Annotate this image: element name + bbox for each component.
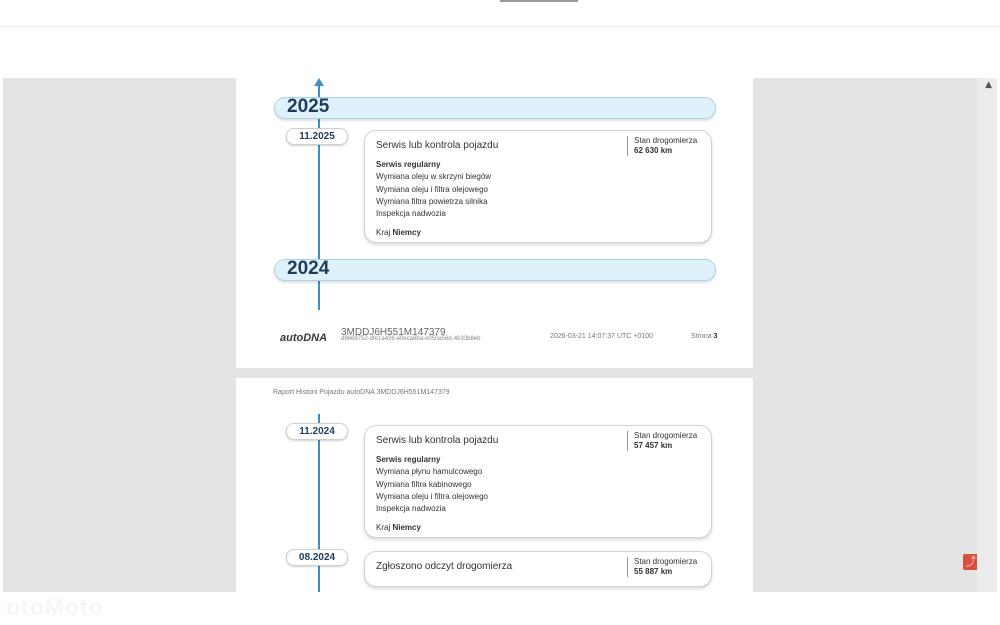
event-title: Serwis lub kontrola pojazdu	[376, 435, 499, 446]
service-item: Serwis regularny	[376, 455, 441, 464]
odometer-label: Stan drogomierza	[634, 136, 698, 145]
active-tab-indicator	[500, 0, 578, 2]
footer-timestamp: 2026-03-21 14:07:37 UTC +0100	[550, 333, 653, 340]
service-item: Wymiana oleju w skrzyni biegów	[376, 172, 492, 182]
autodna-logo: autoDNA	[280, 332, 328, 344]
odometer-label: Stan drogomierza	[634, 557, 698, 566]
event-card	[364, 425, 712, 538]
pdf-viewer[interactable]	[3, 78, 997, 592]
date-pill: 08.2024	[286, 549, 348, 566]
footer-vin: 3MDDJ6H551M147379	[341, 327, 446, 338]
odometer-reading	[627, 557, 697, 577]
year-bar-2025	[274, 97, 716, 119]
service-item: Wymiana filtra kabinowego	[376, 479, 472, 489]
service-item: Wymiana oleju i filtra olejowego	[376, 491, 488, 501]
odometer-reading	[627, 136, 697, 156]
odometer-value: 62 630 km	[634, 146, 673, 155]
service-item: Inspekcja nadwozia	[376, 209, 446, 219]
odometer-value: 57 457 km	[634, 441, 673, 450]
report-header: Raport Historii Pojazdu autoDNA 3MDDJ6H551M147379	[273, 389, 450, 396]
service-item: Wymiana oleju i filtra olejowego	[376, 184, 488, 194]
pdf-page-3	[236, 78, 753, 368]
country-row	[376, 228, 421, 237]
scrollbar[interactable]	[977, 78, 997, 592]
event-card	[364, 551, 712, 587]
country-label: Kraj	[376, 523, 391, 532]
pdf-page-4	[236, 378, 753, 592]
service-items	[376, 454, 488, 515]
country-value: Niemcy	[392, 523, 421, 532]
service-item: Inspekcja nadwozia	[376, 504, 446, 514]
odometer-label: Stan drogomierza	[634, 431, 698, 440]
page-label: Strona	[691, 333, 712, 340]
event-title: Serwis lub kontrola pojazdu	[376, 140, 499, 151]
country-row	[376, 523, 421, 532]
service-item: Wymiana płynu hamulcowego	[376, 467, 483, 477]
service-items	[376, 159, 491, 220]
pdf-icon[interactable]: ⤴	[963, 554, 979, 570]
event-title: Zgłoszono odczyt drogomierza	[376, 561, 513, 572]
odometer-reading	[627, 431, 697, 451]
scroll-up-icon[interactable]: ▲	[985, 80, 992, 90]
browser-top-bar	[0, 0, 1000, 27]
date-pill: 11.2024	[286, 423, 348, 440]
year-bar-2024	[274, 259, 716, 281]
year-label: 2024	[287, 258, 330, 279]
country-value: Niemcy	[392, 228, 421, 237]
date-pill: 11.2025	[286, 128, 348, 145]
odometer-value: 55 887 km	[634, 567, 673, 576]
year-label: 2025	[287, 96, 330, 117]
page-number: 3	[713, 333, 718, 340]
event-card	[364, 130, 712, 243]
footer-page-number	[691, 333, 717, 340]
country-label: Kraj	[376, 228, 391, 237]
service-item: Serwis regularny	[376, 160, 441, 169]
footer-hash: d8669752-dfe1a426-e0eca6ba-e050a56d-4b33b8eb	[341, 336, 481, 342]
service-item: Wymiana filtra powietrza silnika	[376, 196, 488, 206]
watermark-logo: otoMoto	[6, 594, 104, 620]
